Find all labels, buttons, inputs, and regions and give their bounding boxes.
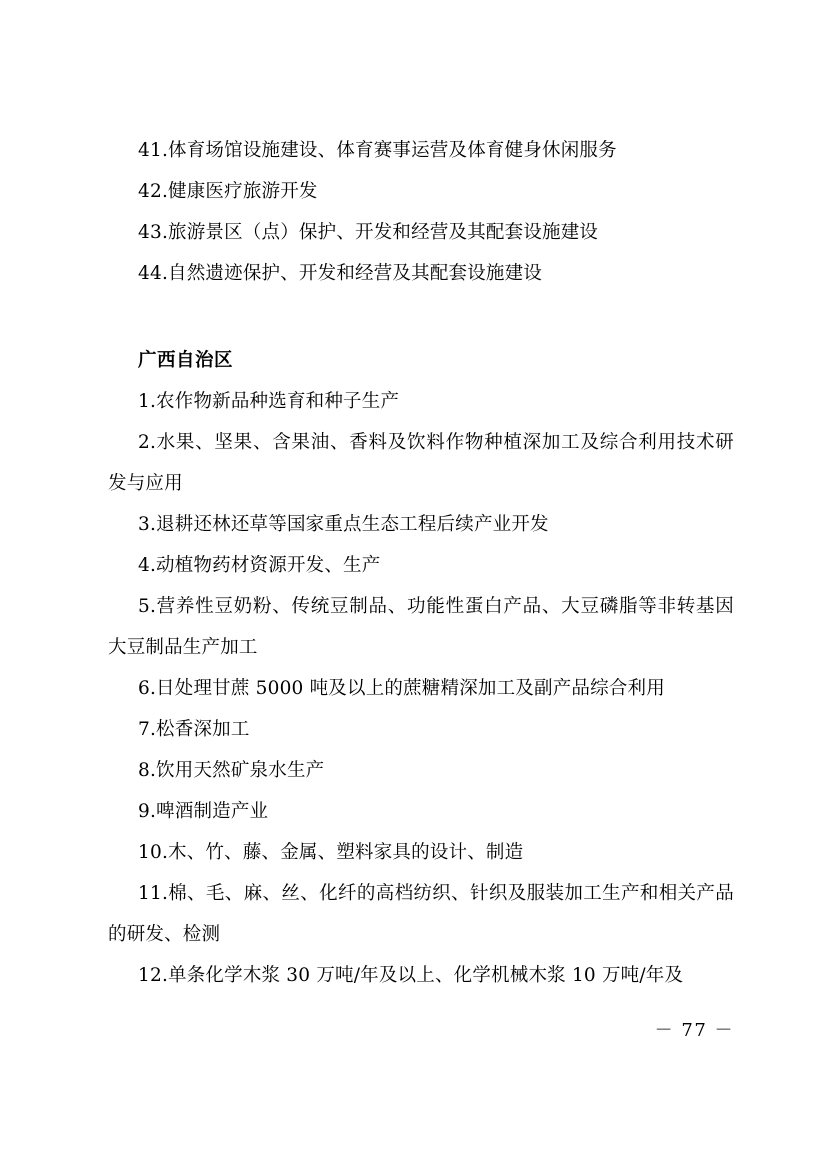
list-item: 42.健康医疗旅游开发 xyxy=(138,181,318,202)
list-item: 9.啤酒制造产业 xyxy=(138,801,269,822)
list-item: 12.单条化学木浆 30 万吨/年及以上、化学机械木浆 10 万吨/年及 xyxy=(138,965,684,986)
page-content xyxy=(108,130,734,996)
list-item: 7.松香深加工 xyxy=(138,719,250,740)
list-item: 6.日处理甘蔗 5000 吨及以上的蔗糖精深加工及副产品综合利用 xyxy=(138,678,665,699)
list-item: 8.饮用天然矿泉水生产 xyxy=(138,760,325,781)
list-item: 43.旅游景区（点）保护、开发和经营及其配套设施建设 xyxy=(138,222,599,243)
list-item: 11.棉、毛、麻、丝、化纤的高档纺织、针织及服装加工生产和相关产品的研发、检测 xyxy=(108,883,734,945)
list-item: 10.木、竹、藤、金属、塑料家具的设计、制造 xyxy=(138,842,524,863)
list-item: 44.自然遗迹保护、开发和经营及其配套设施建设 xyxy=(138,263,543,284)
list-item: 5.营养性豆奶粉、传统豆制品、功能性蛋白产品、大豆磷脂等非转基因大豆制品生产加工 xyxy=(108,596,734,658)
section-heading: 广西自治区 xyxy=(138,350,234,371)
list-item: 2.水果、坚果、含果油、香料及饮料作物种植深加工及综合利用技术研发与应用 xyxy=(108,432,734,494)
section-spacer xyxy=(108,294,734,340)
list-item: 1.农作物新品种选育和种子生产 xyxy=(138,391,400,412)
list-item: 41.体育场馆设施建设、体育赛事运营及体育健身休闲服务 xyxy=(138,140,617,161)
page-number: － 77 － xyxy=(654,1020,734,1041)
list-item: 4.动植物药材资源开发、生产 xyxy=(138,555,381,576)
list-item: 3.退耕还林还草等国家重点生态工程后续产业开发 xyxy=(138,514,549,535)
